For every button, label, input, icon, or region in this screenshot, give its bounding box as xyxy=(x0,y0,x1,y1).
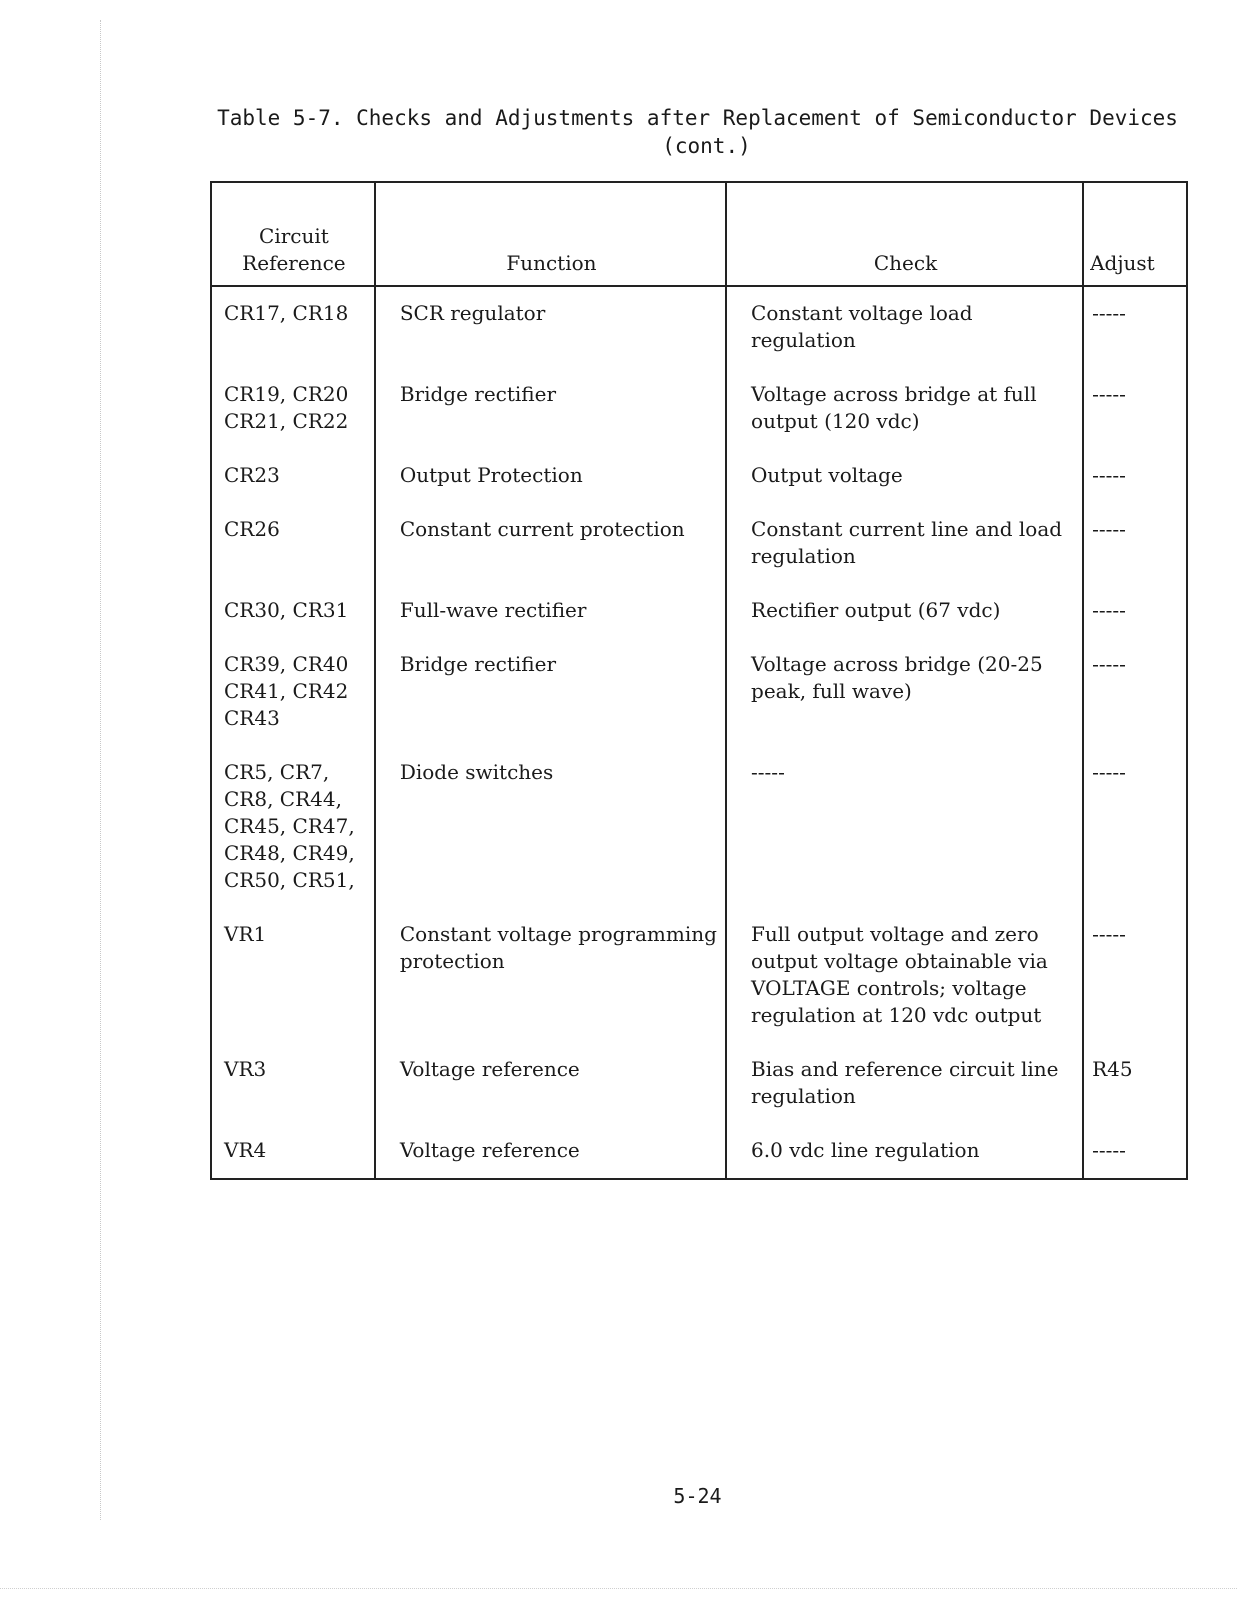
circuit-reference-line: CR17, CR18 xyxy=(224,301,349,325)
cell-circuit-reference xyxy=(211,449,375,503)
circuit-reference-line: CR19, CR20 xyxy=(224,382,349,406)
table-row xyxy=(211,286,1187,368)
cell-adjust: ----- xyxy=(1083,584,1187,638)
table-row xyxy=(211,1124,1187,1179)
table-header-row xyxy=(211,182,1187,286)
table-caption xyxy=(200,104,1195,160)
cell-circuit-reference xyxy=(211,503,375,584)
cell-adjust: ----- xyxy=(1083,286,1187,368)
binding-margin-marks xyxy=(90,20,101,1520)
cell-adjust: ----- xyxy=(1083,1124,1187,1179)
table-caption-continued: (cont.) xyxy=(662,134,751,158)
cell-function: Diode switches xyxy=(375,746,726,908)
cell-circuit-reference xyxy=(211,638,375,746)
cell-check: Full output voltage and zero output voltage obtainable via VOLTAGE controls; voltage regulation at 120 vdc output xyxy=(726,908,1083,1043)
cell-adjust: ----- xyxy=(1083,746,1187,908)
table-caption-title: Table 5-7. Checks and Adjustments after Replacement of Semiconductor Devices xyxy=(217,106,1178,130)
cell-function: Voltage reference xyxy=(375,1124,726,1179)
table-row xyxy=(211,638,1187,746)
cell-function: Output Protection xyxy=(375,449,726,503)
circuit-reference-line: VR1 xyxy=(224,922,267,946)
cell-circuit-reference xyxy=(211,584,375,638)
cell-circuit-reference xyxy=(211,908,375,1043)
checks-adjustments-table xyxy=(210,181,1188,1180)
cell-check: Constant voltage load regulation xyxy=(726,286,1083,368)
cell-check: ----- xyxy=(726,746,1083,908)
cell-check: Constant current line and load regulation xyxy=(726,503,1083,584)
circuit-reference-line: CR26 xyxy=(224,517,280,541)
circuit-reference-line: CR41, CR42 xyxy=(224,679,349,703)
circuit-reference-line: CR43 xyxy=(224,706,280,730)
header-circuit-reference xyxy=(211,182,375,286)
cell-circuit-reference xyxy=(211,368,375,449)
cell-function: Constant current protection xyxy=(375,503,726,584)
cell-function: SCR regulator xyxy=(375,286,726,368)
cell-adjust: ----- xyxy=(1083,368,1187,449)
circuit-reference-line: CR5, CR7, xyxy=(224,760,330,784)
cell-function: Constant voltage programming protection xyxy=(375,908,726,1043)
table-row xyxy=(211,503,1187,584)
header-circuit-line1: Circuit xyxy=(259,224,329,248)
circuit-reference-line: CR39, CR40 xyxy=(224,652,349,676)
table-row xyxy=(211,368,1187,449)
circuit-reference-line: VR4 xyxy=(224,1138,267,1162)
table-row xyxy=(211,1043,1187,1124)
cell-circuit-reference xyxy=(211,1043,375,1124)
cell-circuit-reference xyxy=(211,286,375,368)
cell-check: Bias and reference circuit line regulation xyxy=(726,1043,1083,1124)
cell-circuit-reference xyxy=(211,746,375,908)
cell-adjust: ----- xyxy=(1083,449,1187,503)
cell-check: Rectifier output (67 vdc) xyxy=(726,584,1083,638)
header-circuit-line2: Reference xyxy=(242,251,346,275)
header-function: Function xyxy=(375,182,726,286)
page-number: 5-24 xyxy=(673,1484,722,1508)
circuit-reference-line: CR45, CR47, xyxy=(224,814,355,838)
circuit-reference-line: VR3 xyxy=(224,1057,267,1081)
table-row xyxy=(211,908,1187,1043)
circuit-reference-line: CR50, CR51, xyxy=(224,868,355,892)
cell-check: 6.0 vdc line regulation xyxy=(726,1124,1083,1179)
header-check: Check xyxy=(726,182,1083,286)
cell-check: Output voltage xyxy=(726,449,1083,503)
cell-adjust: ----- xyxy=(1083,503,1187,584)
cell-function: Bridge rectifier xyxy=(375,368,726,449)
table-row xyxy=(211,449,1187,503)
cell-function: Voltage reference xyxy=(375,1043,726,1124)
circuit-reference-line: CR21, CR22 xyxy=(224,409,349,433)
scan-edge-dots xyxy=(0,1588,1237,1589)
table-row xyxy=(211,746,1187,908)
cell-function: Bridge rectifier xyxy=(375,638,726,746)
header-adjust: Adjust xyxy=(1083,182,1187,286)
circuit-reference-line: CR8, CR44, xyxy=(224,787,342,811)
cell-circuit-reference xyxy=(211,1124,375,1179)
circuit-reference-line: CR30, CR31 xyxy=(224,598,349,622)
cell-check: Voltage across bridge at full output (120 vdc) xyxy=(726,368,1083,449)
circuit-reference-line: CR48, CR49, xyxy=(224,841,355,865)
circuit-reference-line: CR23 xyxy=(224,463,280,487)
cell-adjust: R45 xyxy=(1083,1043,1187,1124)
cell-function: Full-wave rectifier xyxy=(375,584,726,638)
table-body xyxy=(211,286,1187,1179)
cell-adjust: ----- xyxy=(1083,638,1187,746)
cell-adjust: ----- xyxy=(1083,908,1187,1043)
table-row xyxy=(211,584,1187,638)
cell-check: Voltage across bridge (20-25 peak, full wave) xyxy=(726,638,1083,746)
